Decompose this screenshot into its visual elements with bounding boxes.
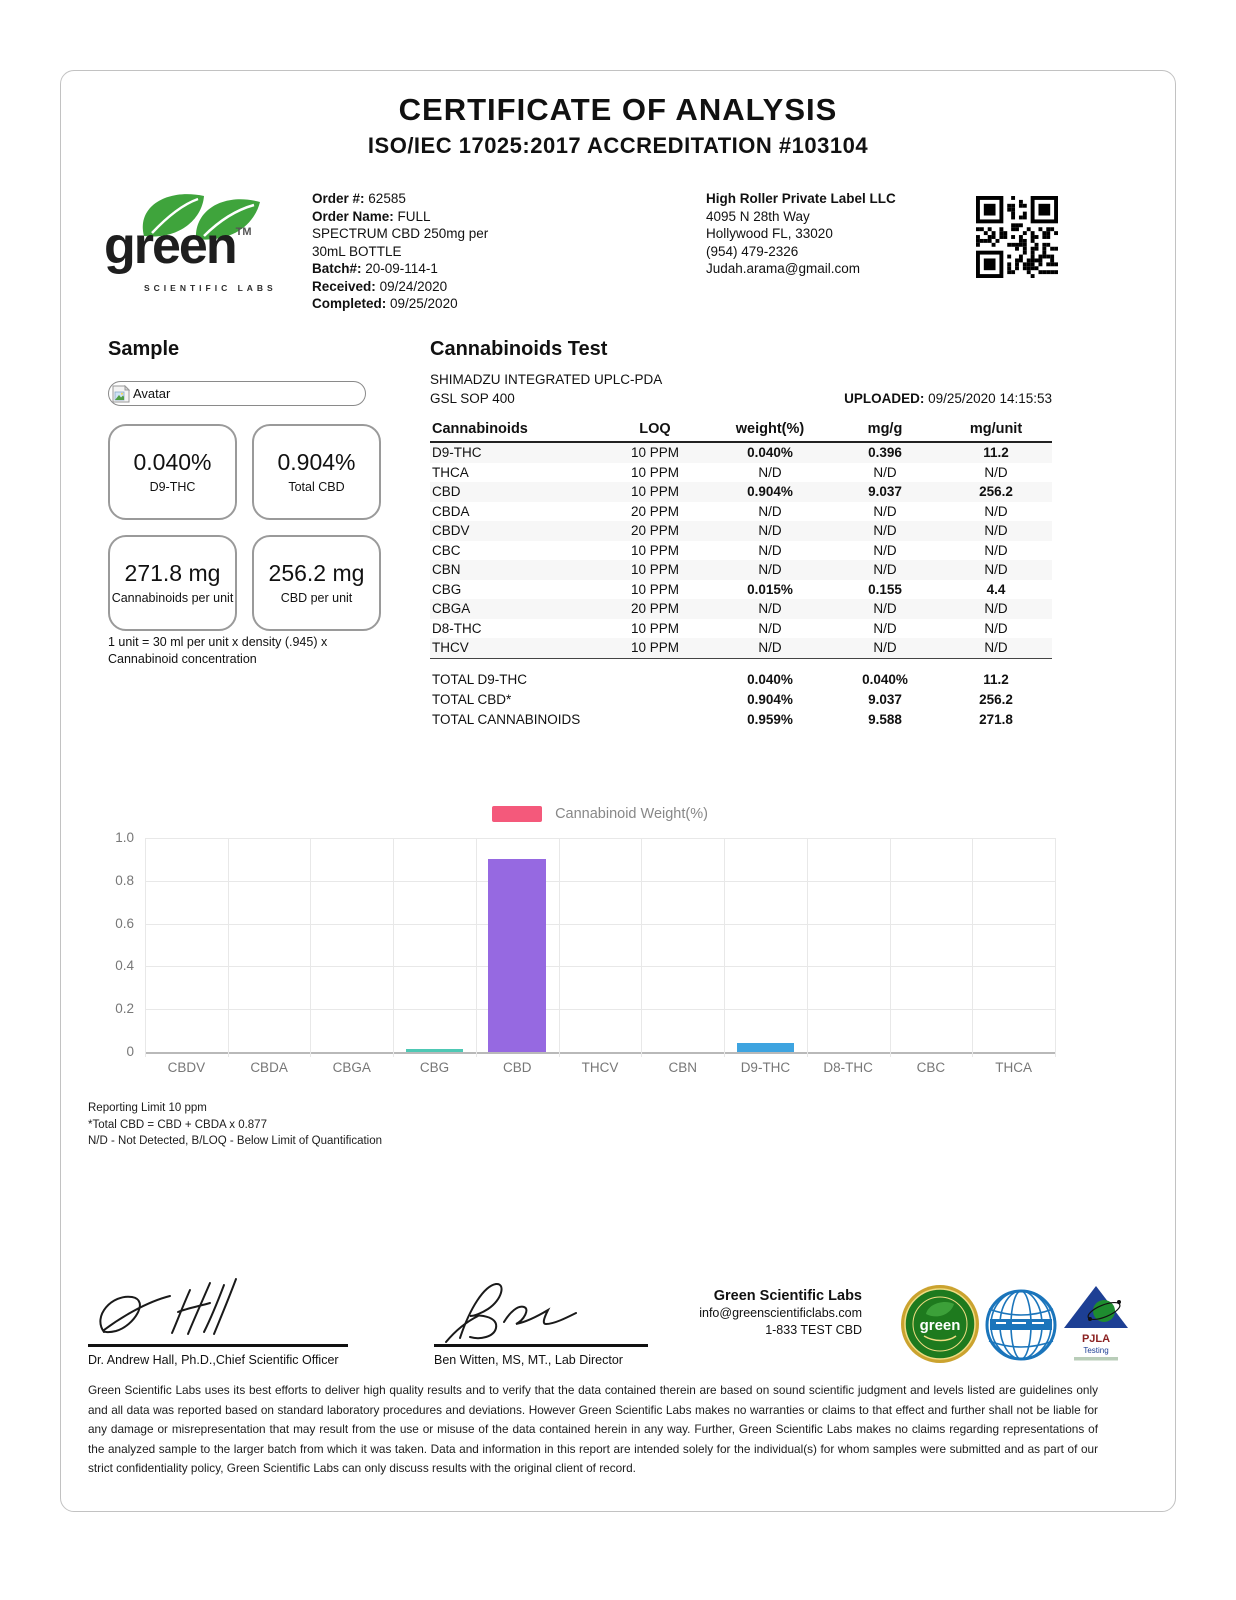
mgg-value: 9.037 [868,484,902,500]
loq-value: 10 PPM [630,464,680,480]
y-axis-tick-label: 0 [126,1044,134,1059]
table-row [430,560,1052,580]
logo-tagline: SCIENTIFIC LABS [144,283,277,293]
cannabinoids-table [430,416,1052,730]
svg-text:PJLA: PJLA [1081,1333,1111,1345]
stat-value: 256.2 mg [268,560,365,586]
client-address-line1: 4095 N 28th Way [706,208,810,224]
gridline [807,838,808,1057]
loq-value: 20 PPM [630,503,680,519]
mgunit-value: 4.4 [986,581,1006,597]
test-method: SHIMADZU INTEGRATED UPLC-PDA [430,372,663,387]
broken-image-icon [112,385,130,403]
table-row [430,463,1052,483]
loq-value: 20 PPM [630,601,680,617]
x-axis-tick-label: THCA [995,1060,1032,1075]
avatar-placeholder [108,381,366,406]
gridline [393,838,394,1057]
table-row [430,638,1052,658]
mgg-value: N/D [873,620,897,636]
footnote-line: Reporting Limit 10 ppm [88,1102,207,1114]
x-axis-tick-label: CBG [419,1060,450,1075]
cannabinoid-name: D9-THC [432,445,482,461]
cannabinoid-name: THCA [432,464,469,480]
cannabinoid-name: CBGA [432,601,471,617]
weight-value: N/D [758,542,782,558]
mgg-value: N/D [873,464,897,480]
column-header: Cannabinoids [432,420,528,437]
cannabinoid-name: CBDA [432,503,470,519]
signer-name-title: Ben Witten, MS, MT., Lab Director [434,1353,623,1367]
total-mgunit: 256.2 [979,692,1013,707]
signer-name-title: Dr. Andrew Hall, Ph.D.,Chief Scientific Officer [88,1353,339,1367]
stat-label: Cannabinoids per unit [111,591,234,605]
order-name: Order Name: FULL SPECTRUM CBD 250mg per 30mL BOTTLE [312,208,489,259]
client-phone: (954) 479-2326 [706,243,799,259]
mgunit-value: N/D [984,542,1008,558]
table-total-row [430,670,1052,690]
mgg-value: N/D [873,542,897,558]
y-axis-tick-label: 0.4 [115,958,134,974]
avatar-label: Avatar [133,386,171,401]
mgunit-value: 256.2 [979,484,1013,500]
gridline [1055,838,1056,1057]
stat-label: CBD per unit [280,591,353,605]
pjla-seal-icon [1062,1284,1132,1366]
mgg-value: N/D [873,503,897,519]
completed-date: Completed: 09/25/2020 [312,296,458,311]
chart-bar-cbd [488,859,546,1052]
table-row [430,482,1052,502]
lab-name: Green Scientific Labs [713,1288,862,1304]
weight-value: N/D [758,562,782,578]
cannabinoid-name: CBN [432,562,461,578]
loq-value: 10 PPM [630,562,680,578]
table-row [430,521,1052,541]
cannabinoid-name: CBDV [432,523,470,539]
uploaded-timestamp: UPLOADED: 09/25/2020 14:15:53 [844,391,1052,406]
total-weight: 0.904% [747,692,793,707]
trademark-symbol: TM [235,226,252,238]
table-row [430,580,1052,600]
total-name: TOTAL CANNABINOIDS [432,712,581,727]
disclaimer-text: Green Scientific Labs uses its best efforts to deliver high quality results and to verify that the data contained therein are based on sound scientific judgment and levels listed are guidelines only and all data was reported based on standard laboratory procedures and deviations. However Green Scientific Labs makes no warranties or claims to that effect and further shall not be liable for any damage or misrepresentation that may result from the use or misuse of the data contained herein in any way. Further, Green Scientific Labs makes no claims regarding representations of the analyzed sample to the larger batch from which it was taken. Data and information in this report are intended solely for the individual(s) for whom samples were submitted and as part of our strict confidentiality policy, Green Scientific Labs can only discuss results with the original client of record. [88,1383,1098,1475]
loq-value: 10 PPM [630,445,680,461]
weight-value: N/D [758,601,782,617]
received-date: Received: 09/24/2020 [312,278,448,294]
table-header-row [430,416,1052,443]
x-axis-tick-label: CBGA [332,1060,371,1075]
gridline [559,838,560,1057]
mgunit-value: N/D [984,640,1008,656]
gridline [228,838,229,1057]
batch-number: Batch#: 20-09-114-1 [312,261,438,276]
table-total-row [430,690,1052,710]
weight-value: N/D [758,620,782,636]
weight-value: N/D [758,503,782,519]
x-axis-tick-label: THCV [581,1060,619,1075]
weight-value: 0.904% [747,484,793,500]
page-subtitle: ISO/IEC 17025:2017 ACCREDITATION #103104 [367,133,869,158]
mgunit-value: 11.2 [983,445,1009,461]
column-header: mg/g [867,420,903,437]
total-weight: 0.959% [747,712,793,727]
x-axis-tick-label: D9-THC [740,1060,791,1075]
cannabinoid-name: CBD [432,484,461,500]
loq-value: 10 PPM [630,484,680,500]
gridline [890,838,891,1057]
loq-value: 20 PPM [630,523,680,539]
chart-bar-d9-thc [737,1043,795,1052]
column-header: weight(%) [735,420,805,437]
x-axis-tick-label: CBC [916,1060,946,1075]
total-mgg: 0.040% [862,672,908,687]
total-mgg: 9.037 [868,692,902,707]
signature-chief-scientific-officer [94,1270,324,1345]
lab-phone: 1-833 TEST CBD [765,1323,862,1337]
table-totals [430,670,1052,730]
sop-row [430,391,1052,406]
chart-bar-cbg [406,1049,464,1052]
mgg-value: 0.155 [868,581,902,597]
stat-label: D9-THC [149,480,196,494]
y-axis-tick-label: 0.8 [115,872,134,888]
mgg-value: N/D [873,523,897,539]
weight-value: N/D [758,523,782,539]
footnote-line: N/D - Not Detected, B/LOQ - Below Limit of Quantification [88,1135,383,1147]
green-certified-seal-icon [900,1284,980,1364]
y-axis-tick-label: 1.0 [115,830,134,845]
total-mgunit: 11.2 [983,672,1009,687]
cannabinoids-test-heading: Cannabinoids Test [430,338,608,360]
total-name: TOTAL CBD* [432,692,512,707]
cannabinoid-name: CBC [432,542,461,558]
weight-value: 0.040% [747,445,793,461]
cannabinoid-name: THCV [432,640,469,656]
client-name: High Roller Private Label LLC [706,191,896,206]
order-number: Order #: 62585 [312,191,406,206]
order-info [312,190,502,313]
stat-value: 271.8 mg [124,560,221,586]
gridline [145,924,1055,925]
mgunit-value: N/D [984,523,1008,539]
weight-value: N/D [758,464,782,480]
client-info [706,190,961,278]
total-mgg: 9.588 [868,712,902,727]
stat-value: 0.040% [133,449,212,475]
accreditation-badges [900,1284,1136,1366]
loq-value: 10 PPM [630,620,680,636]
mgunit-value: N/D [984,601,1008,617]
mgg-value: N/D [873,601,897,617]
gridline [310,838,311,1057]
globe-seal-icon [984,1288,1058,1362]
chart-y-axis [88,830,134,1059]
loq-value: 10 PPM [630,542,680,558]
y-axis-tick-label: 0.6 [115,915,134,931]
column-header: LOQ [639,420,671,437]
table-total-row [430,710,1052,730]
stat-box [252,535,381,631]
gridline [476,838,477,1057]
lab-email: info@greenscientificlabs.com [699,1306,862,1320]
column-header: mg/unit [969,420,1023,437]
sample-heading: Sample [108,338,180,360]
mgunit-value: N/D [984,464,1008,480]
cannabinoid-name: D8-THC [432,620,482,636]
cannabinoid-name: CBG [432,581,462,597]
table-row [430,619,1052,639]
mgunit-value: N/D [984,562,1008,578]
table-row [430,502,1052,522]
weight-value: N/D [758,640,782,656]
stat-box [108,424,237,520]
sample-stats [108,424,381,631]
lab-contact [600,1288,862,1339]
svg-text:green: green [919,1317,961,1334]
y-axis-tick-label: 0.2 [115,1001,134,1017]
stat-box [252,424,381,520]
gridline [972,838,973,1057]
gridline [145,1009,1055,1010]
green-scientific-labs-logo [104,190,304,305]
chart-plot-area [145,838,1055,1054]
table-body [430,443,1052,659]
legend-label: Cannabinoid Weight(%) [555,806,708,822]
gridline [145,838,146,1057]
loq-value: 10 PPM [630,640,680,656]
weight-value: 0.015% [747,581,793,597]
total-name: TOTAL D9-THC [432,672,528,687]
gridline [145,881,1055,882]
svg-text:Testing: Testing [1083,1346,1109,1355]
total-weight: 0.040% [747,672,793,687]
table-row [430,599,1052,619]
mgg-value: 0.396 [868,445,902,461]
stat-value: 0.904% [277,449,356,475]
client-email: Judah.arama@gmail.com [706,261,861,276]
client-address-line2: Hollywood FL, 33020 [706,226,833,241]
footnote-line: *Total CBD = CBD + CBDA x 0.877 [88,1118,267,1131]
stat-label: Total CBD [288,480,345,494]
gridline [145,966,1055,967]
table-row [430,443,1052,463]
stat-box [108,535,237,631]
x-axis-tick-label: CBDA [250,1060,288,1075]
chart-legend [145,806,1055,822]
gridline [145,838,1055,839]
page-title: CERTIFICATE OF ANALYSIS [398,92,838,127]
total-mgunit: 271.8 [979,712,1013,727]
logo-wordmark: green™ [104,217,252,275]
legend-swatch [492,806,542,822]
table-row [430,541,1052,561]
mgg-value: N/D [873,562,897,578]
unit-definition-note: 1 unit = 30 ml per unit x density (.945) x Cannabinoid concentration [108,635,328,666]
x-axis-tick-label: CBDV [167,1060,206,1075]
qr-code [976,196,1058,278]
chart-x-axis [145,1060,1055,1080]
signature-line [434,1344,648,1347]
mgg-value: N/D [873,640,897,656]
x-axis-tick-label: CBD [503,1060,532,1075]
mgunit-value: N/D [984,503,1008,519]
footnotes [88,1100,382,1150]
sop-label: GSL SOP 400 [430,391,515,406]
qr-code-image [976,196,1058,278]
x-axis-tick-label: CBN [668,1060,697,1075]
loq-value: 10 PPM [630,581,680,597]
gridline [724,838,725,1057]
signature-line [88,1344,348,1347]
x-axis-tick-label: D8-THC [823,1060,873,1075]
gridline [641,838,642,1057]
mgunit-value: N/D [984,620,1008,636]
